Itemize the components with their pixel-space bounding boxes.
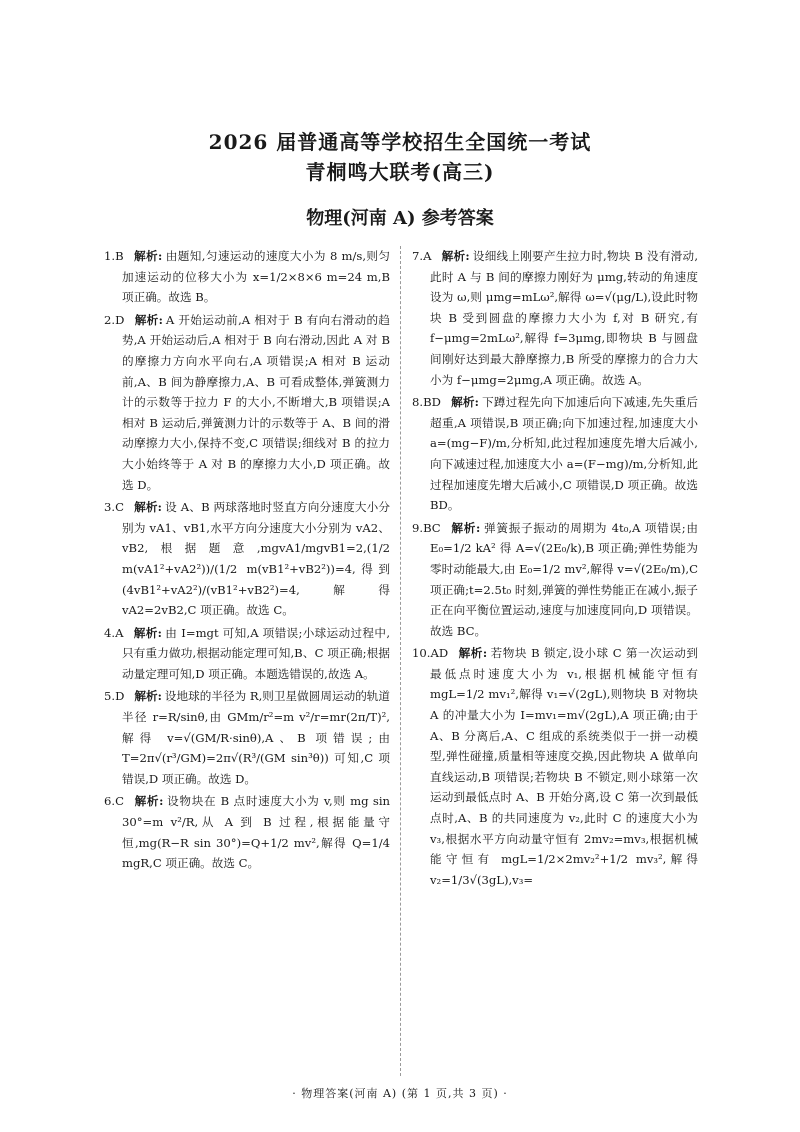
exam-title: 2026 届普通高等学校招生全国统一考试 xyxy=(208,130,592,154)
answer-item-3: 3.C 解析: 设 A、B 两球落地时竖直方向分速度大小分别为 vA1、vB1,水平方向分速度大小分别为 vA2、vB2,根据题意,mgvA1/mgvB1=2,(1/2 m(vA1²+vA2²))/(1/2 m(vB1²+vB2²))=4,得到 (4vB1²+vA2²)/(vB1²+vB2²)=4,解得 vA2=2vB2,C 项正确。故选 C。 xyxy=(104,500,390,618)
answer-item-1: 1.B 解析: 由题知,匀速运动的速度大小为 8 m/s,则匀加速运动的位移大小为 x=1/2×8×6 m=24 m,B 项正确。故选 B。 xyxy=(104,249,390,305)
answer-item-7: 7.A 解析: 设细线上刚要产生拉力时,物块 B 没有滑动,此时 A 与 B 间的摩擦力刚好为 μmg,转动的角速度设为 ω,则 μmg=mLω²,解得 ω=√(μg/L),设此时物块 B 受到圆盘的摩擦力大小为 f,对 B 研究,有 f−μmg=2mLω²,解得 f=3μmg,即物块 B 与圆盘间刚好达到最大静摩擦力,B 所受的摩擦力的合力大小为 f−μmg=2μmg,A 项正确。故选 A。 xyxy=(412,249,698,387)
exam-subtitle: 青桐鸣大联考(高三) xyxy=(305,160,495,184)
left-column xyxy=(104,246,390,1076)
answer-item-8: 8.BD 解析: 下蹲过程先向下加速后向下减速,先失重后超重,A 项错误,B 项正确;向下加速过程,加速度大小 a=(mg−F)/m,分析知,此过程加速度先增大后减小,向下减速过程,加速度大小 a=(F−mg)/m,分析知,此过程加速度先增大后减小,C 项错误,D 项正确。故选 BD。 xyxy=(412,395,698,513)
answer-item-6: 6.C 解析: 设物块在 B 点时速度大小为 v,则 mg sin 30°=m v²/R,从 A 到 B 过程,根据能量守恒,mg(R−R sin 30°)=Q+1/2 mv²,解得 Q=1/4 mgR,C 项正确。故选 C。 xyxy=(104,794,390,871)
page-footer: · 物理答案(河南 A) (第 1 页,共 3 页) · xyxy=(292,1087,508,1100)
answer-item-4: 4.A 解析: 由 I=mgt 可知,A 项错误;小球运动过程中,只有重力做功,根据动能定理可知,B、C 项正确;根据动量定理可知,D 项正确。本题选错误的,故选 A。 xyxy=(104,625,390,681)
answer-item-2: 2.D 解析: A 开始运动前,A 相对于 B 有向右滑动的趋势,A 开始运动后,A 相对于 B 向右滑动,因此 A 对 B 的摩擦力方向水平向右,A 项错误;A 相对 B 运动前,A、B 间为静摩擦力,A、B 可看成整体,弹簧测力计的示数等于拉力 F 的大小,不断增大,B 项错误;A 相对 B 运动后,弹簧测力计的示数等于 A、B 间的滑动摩擦力大小,保持不变,C 项错误;细线对 B 的拉力大小始终等于 A 对 B 的摩擦力大小,D 项正确。故选 D。 xyxy=(104,312,390,492)
answer-item-9: 9.BC 解析: 弹簧振子振动的周期为 4t₀,A 项错误;由 E₀=1/2 kA² 得 A=√(2E₀/k),B 项正确;弹性势能为零时动能最大,由 E₀=1/2 mv²,解得 v=√(2E₀/m),C 项正确;t=2.5t₀ 时刻,弹簧的弹性势能正在减小,振子正在向平衡位置运动,速度与加速度同向,D 项错误。故选 BC。 xyxy=(412,520,698,638)
column-divider xyxy=(400,246,401,1076)
right-column xyxy=(412,246,698,1076)
answer-item-10: 10.AD 解析: 若物块 B 锁定,设小球 C 第一次运动到最低点时速度大小为 v₁,根据机械能守恒有 mgL=1/2 mv₁²,解得 v₁=√(2gL),则物块 B 对物块 A 的冲量大小为 I=mv₁=m√(2gL),A 项正确;由于 A、B 分离后,A、C 组成的系统类似于一拼一动模型,弹性碰撞,质量相等速度交换,因此物块 A 做单向直线运动,B 项错误;若物块 B 不锁定,则小球第一次运动到最低点时 A、B 开始分离,设 C 第一次到最低点时,A、B 的共同速度为 v₂,此时 C 的速度大小为 v₃,根据水平方向动量守恒有 2mv₂=mv₃,根据机械能守恒有 mgL=1/2×2mv₂²+1/2 mv₃²,解得 v₂=1/3√(3gL),v₃= xyxy=(412,646,698,887)
answer-key-title: 物理(河南 A) 参考答案 xyxy=(306,208,494,229)
answer-item-5: 5.D 解析: 设地球的半径为 R,则卫星做圆周运动的轨道半径 r=R/sinθ,由 GMm/r²=m v²/r=mr(2π/T)²,解得 v=√(GM/R·sinθ),A、B 项错误;由 T=2π√(r³/GM)=2π√(R³/(GM sin³θ)) 可知,C 项错误,D 项正确。故选 D。 xyxy=(104,689,390,786)
